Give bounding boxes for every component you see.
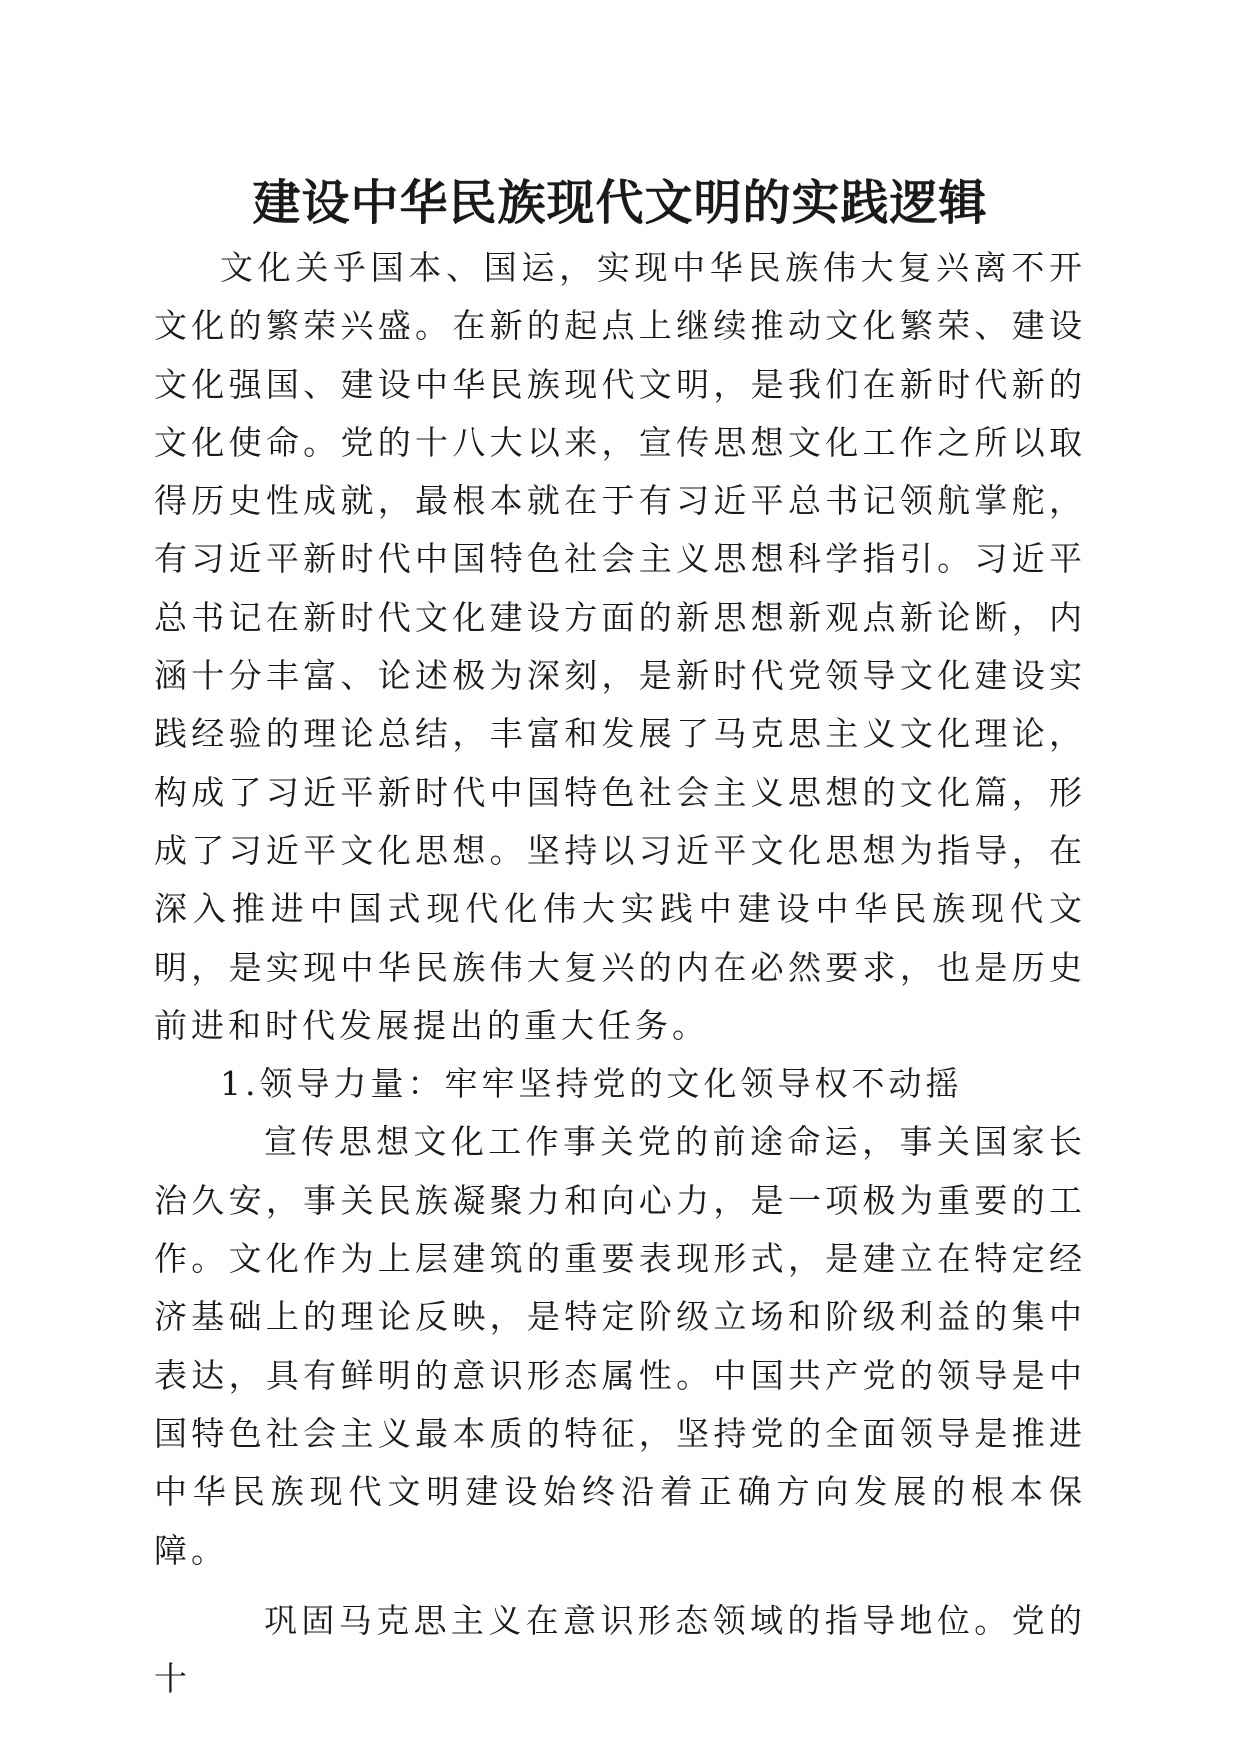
section-heading: 1.领导力量：牢牢坚持党的文化领导权不动摇	[220, 1064, 963, 1104]
document-title: 建设中华民族现代文明的实践逻辑	[252, 175, 988, 231]
paragraph-intro: 文化关乎国本、国运，实现中华民族伟大复兴离不开文化的繁荣兴盛。在新的起点上继续推动文化繁荣、建设文化强国、建设中华民族现代文明，是我们在新时代新的文化使命。党的十八大以来，宣传思想文化工作之所以取得历史性成就，最根本就在于有习近平总书记领航掌舵，有习近平新时代中国特色社会主义思想科学指引。习近平总书记在新时代文化建设方面的新思想新观点新论断，内涵十分丰富、论述极为深刻，是新时代党领导文化建设实践经验的理论总结，丰富和发展了马克思主义文化理论，构成了习近平新时代中国特色社会主义思想的文化篇，形成了习近平文化思想。坚持以习近平文化思想为指导，在深入推进中国式现代化伟大实践中建设中华民族现代文明，是实现中华民族伟大复兴的内在必然要求，也是历史前进和时代发展提出的重大任务。	[154, 248, 1086, 1045]
paragraph-marxism: 巩固马克思主义在意识形态领域的指导地位。党的十	[154, 1600, 1086, 1699]
document-body	[154, 239, 1086, 1708]
paragraph-leadership: 宣传思想文化工作事关党的前途命运，事关国家长治久安，事关民族凝聚力和向心力，是一项极为重要的工作。文化作为上层建筑的重要表现形式，是建立在特定经济基础上的理论反映，是特定阶级立场和阶级利益的集中表达，具有鲜明的意识形态属性。中国共产党的领导是中国特色社会主义最本质的特征，坚持党的全面领导是推进中华民族现代文明建设始终沿着正确方向发展的根本保障。	[154, 1122, 1086, 1570]
